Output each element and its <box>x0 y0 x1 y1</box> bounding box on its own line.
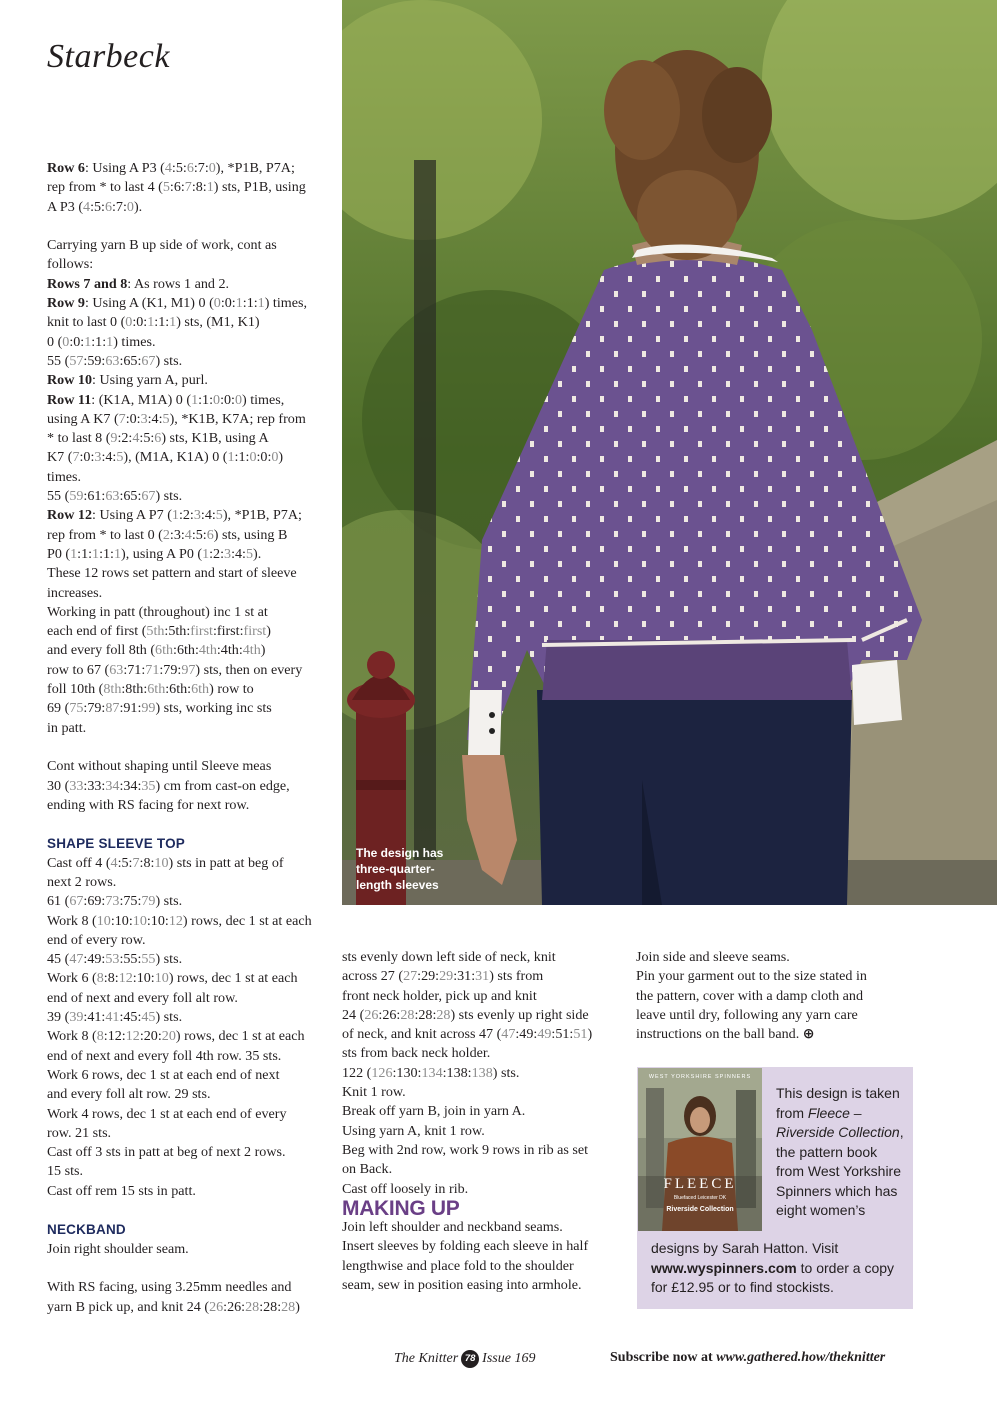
text-line: Knit 1 row. <box>342 1084 406 1101</box>
text-line: 69 (75:79:87:91:99) sts, working inc sts <box>47 700 272 717</box>
text-line: Work 4 rows, dec 1 st at each end of every <box>47 1105 287 1122</box>
text-line: ending with RS facing for next row. <box>47 796 250 813</box>
text-line: Work 8 (8:12:12:20:20) rows, dec 1 st at each <box>47 1028 305 1045</box>
text-line: Join right shoulder seam. <box>47 1240 189 1257</box>
end-mark-icon: ⊕ <box>802 1026 815 1043</box>
text-line: end of next and every foll 4th row. 35 sts. <box>47 1047 282 1064</box>
text-line: 24 (26:26:28:28:28) sts evenly up right side <box>342 1006 589 1023</box>
text-line: With RS facing, using 3.25mm needles and <box>47 1279 292 1296</box>
text-line: Work 6 rows, dec 1 st at each end of next <box>47 1066 280 1083</box>
book-cover-image <box>638 1068 762 1231</box>
text-line: Row 11: (K1A, M1A) 0 (1:1:0:0:0) times, <box>47 391 285 408</box>
pattern-column-2 <box>342 948 620 1295</box>
text-line: Cast off 3 sts in patt at beg of next 2 rows. <box>47 1144 286 1161</box>
promo-text: This design is taken from Fleece – Riverside Collection, the pattern book from West Yorkshire Spinners which has eight women’s <box>776 1085 904 1218</box>
text-line: the pattern, cover with a damp cloth and <box>636 987 863 1004</box>
text-line: Row 12: Using A P7 (1:2:3:4:5), *P1B, P7A; <box>47 507 302 524</box>
text-line: row. 21 sts. <box>47 1124 112 1141</box>
text-line: K7 (7:0:3:4:5), (M1A, K1A) 0 (1:1:0:0:0) <box>47 449 284 466</box>
cover-title: FLEECE <box>663 1176 737 1192</box>
text-line: end of every row. <box>47 931 146 948</box>
text-line: leave until dry, following any yarn care <box>636 1006 858 1023</box>
promo-link[interactable]: www.wyspinners.com <box>651 1259 797 1276</box>
text-line: next 2 rows. <box>47 873 117 890</box>
text-line: 39 (39:41:41:45:45) sts. <box>47 1009 183 1026</box>
text-line: rep from * to last 4 (5:6:7:8:1) sts, P1B, using <box>47 179 306 196</box>
text-line: Cast off rem 15 sts in patt. <box>47 1182 196 1199</box>
text-line: 0 (0:0:1:1:1) times. <box>47 333 156 350</box>
text-line: * to last 8 (9:2:4:5:6) sts, K1B, using A <box>47 430 269 447</box>
text-line: Join side and sleeve seams. <box>636 949 790 965</box>
text-line: 30 (33:33:34:34:35) cm from cast-on edge, <box>47 777 290 794</box>
section-heading-shape-sleeve-top: SHAPE SLEEVE TOP <box>47 836 185 852</box>
text-line: on Back. <box>342 1161 393 1178</box>
promo-text-continued: designs by Sarah Hatton. Visit www.wyspinners.com to order a copy for £12.95 or to find stockists. <box>651 1240 895 1295</box>
section-heading-neckband: NECKBAND <box>47 1222 126 1238</box>
text-line: Carrying yarn B up side of work, cont as <box>47 237 277 254</box>
text-line: Using yarn A, knit 1 row. <box>342 1122 485 1139</box>
text-line: 61 (67:69:73:75:79) sts. <box>47 893 183 910</box>
text-line: using A K7 (7:0:3:4:5), *K1B, K7A; rep from <box>47 410 306 427</box>
footer-magazine: The Knitter 78 Issue 169 <box>394 1351 536 1367</box>
text-line: sts evenly down left side of neck, knit <box>342 949 556 965</box>
text-line: Pin your garment out to the size stated in <box>636 968 867 985</box>
model-photo <box>342 0 997 905</box>
text-line: 122 (126:130:134:138:138) sts. <box>342 1064 520 1081</box>
promo-box <box>637 1067 913 1309</box>
pattern-column-1 <box>47 159 327 1317</box>
text-line: and every foll 8th (6th:6th:4th:4th:4th) <box>47 642 266 659</box>
text-line: in patt. <box>47 719 87 736</box>
text-line: P0 (1:1:1:1:1), using A P0 (1:2:3:4:5). <box>47 545 262 562</box>
text-line: Cast off 4 (4:5:7:8:10) sts in patt at beg of <box>47 854 284 871</box>
text-line: 45 (47:49:53:55:55) sts. <box>47 951 183 968</box>
text-line: foll 10th (8th:8th:6th:6th:6th) row to <box>47 681 254 698</box>
text-line: Row 9: Using A (K1, M1) 0 (0:0:1:1:1) times, <box>47 295 307 312</box>
text-line: yarn B pick up, and knit 24 (26:26:28:28:28) <box>47 1298 300 1315</box>
text-line: sts from back neck holder. <box>342 1045 491 1062</box>
text-line: A P3 (4:5:6:7:0). <box>47 198 143 215</box>
footer-subscribe: Subscribe now at www.gathered.how/theknitter <box>610 1350 886 1365</box>
text-line: Rows 7 and 8: As rows 1 and 2. <box>47 275 230 292</box>
text-line: Cast off loosely in rib. <box>342 1180 469 1197</box>
text-line: Row 10: Using yarn A, purl. <box>47 372 208 389</box>
text-line: increases. <box>47 584 103 601</box>
text-line: across 27 (27:29:29:31:31) sts from <box>342 968 544 985</box>
text-line: Row 6: Using A P3 (4:5:6:7:0), *P1B, P7A; <box>47 160 295 176</box>
text-line: end of next and every foll alt row. <box>47 989 238 1006</box>
text-line: Insert sleeves by folding each sleeve in half <box>342 1238 589 1255</box>
cover-brand: WEST YORKSHIRE SPINNERS <box>648 1074 752 1080</box>
text-line: These 12 rows set pattern and start of sleeve <box>47 565 297 582</box>
text-line: Beg with 2nd row, work 9 rows in rib as set <box>342 1141 589 1158</box>
text-line: each end of first (5th:5th:first:first:first) <box>47 623 271 640</box>
text-line: Join left shoulder and neckband seams. <box>342 1219 563 1236</box>
text-line: knit to last 0 (0:0:1:1:1) sts, (M1, K1) <box>47 314 260 331</box>
text-line: lengthwise and place fold to the shoulder <box>342 1257 574 1274</box>
text-line: and every foll alt row. 29 sts. <box>47 1086 211 1103</box>
text-line: follows: <box>47 256 94 273</box>
cover-collection: Riverside Collection <box>666 1206 734 1213</box>
pattern-column-3 <box>636 948 918 1044</box>
text-line: of neck, and knit across 47 (47:49:49:51:51) <box>342 1026 593 1043</box>
section-heading-making-up: MAKING UP <box>342 1196 460 1220</box>
text-line: Break off yarn B, join in yarn A. <box>342 1103 526 1120</box>
cover-subtitle: Bluefaced Leicester DK <box>673 1195 727 1201</box>
text-line: Working in patt (throughout) inc 1 st at <box>47 603 268 620</box>
text-line: Work 6 (8:8:12:10:10) rows, dec 1 st at each <box>47 970 298 987</box>
text-line: Cont without shaping until Sleeve meas <box>47 758 272 775</box>
text-line: Work 8 (10:10:10:10:12) rows, dec 1 st at each <box>47 912 312 929</box>
subscribe-link[interactable]: www.gathered.how/theknitter <box>716 1350 886 1365</box>
text-line: front neck holder, pick up and knit <box>342 987 537 1004</box>
text-line: times. <box>47 468 82 485</box>
text-line: instructions on the ball band. ⊕ <box>636 1026 815 1043</box>
text-line: 55 (57:59:63:65:67) sts. <box>47 352 183 369</box>
page-title: Starbeck <box>47 38 170 75</box>
text-line: 15 sts. <box>47 1163 84 1180</box>
text-line: 55 (59:61:63:65:67) sts. <box>47 488 183 505</box>
text-line: rep from * to last 0 (2:3:4:5:6) sts, using B <box>47 526 288 543</box>
text-line: seam, sew in position easing into armhole. <box>342 1277 582 1294</box>
photo-caption: The design has three-quarter-length sleeves <box>356 846 444 892</box>
text-line: row to 67 (63:71:71:79:97) sts, then on every <box>47 661 303 678</box>
page-number: 78 <box>461 1350 479 1368</box>
